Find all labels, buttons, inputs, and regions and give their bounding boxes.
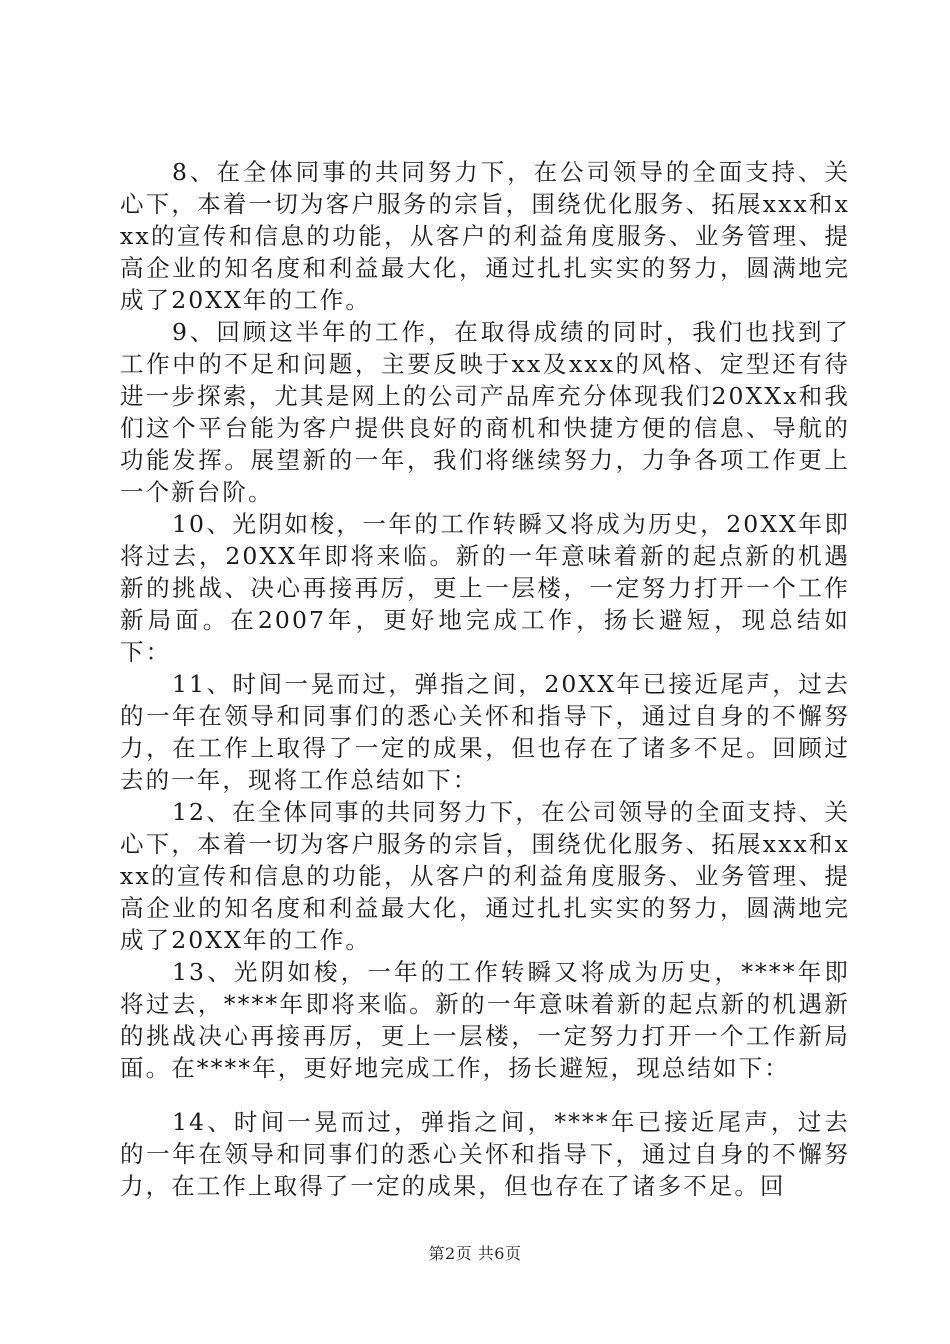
- paragraph-9: 9、回顾这半年的工作，在取得成绩的同时，我们也找到了工作中的不足和问题，主要反映于xx及xxx的风格、定型还有待进一步探索，尤其是网上的公司产品库充分体现我们20XXx和我们这个平台能为客户提供良好的商机和快捷方便的信息、导航的功能发挥。展望新的一年，我们将继续努力，力争各项工作更上一个新台阶。: [120, 318, 850, 506]
- paragraph-14: 14、时间一晃而过，弹指之间，****年已接近尾声，过去的一年在领导和同事们的悉心关怀和指导下，通过自身的不懈努力，在工作上取得了一定的成果，但也存在了诸多不足。回: [120, 1108, 850, 1200]
- paragraph-10: 10、光阴如梭，一年的工作转瞬又将成为历史，20XX年即将过去，20XX年即将来临。新的一年意味着新的起点新的机遇新的挑战、决心再接再厉，更上一层楼，一定努力打开一个工作新局面。在2007年，更好地完成工作，扬长避短，现总结如下：: [120, 510, 850, 666]
- paragraph-12: 12、在全体同事的共同努力下，在公司领导的全面支持、关心下，本着一切为客户服务的宗旨，围绕优化服务、拓展xxx和xxx的宣传和信息的功能，从客户的利益角度服务、业务管理、提高企业的知名度和利益最大化，通过扎扎实实的努力，圆满地完成了20XX年的工作。: [120, 798, 850, 954]
- paragraph-8: 8、在全体同事的共同努力下，在公司领导的全面支持、关心下，本着一切为客户服务的宗旨，围绕优化服务、拓展xxx和xxx的宣传和信息的功能，从客户的利益角度服务、业务管理、提高企业的知名度和利益最大化，通过扎扎实实的努力，圆满地完成了20XX年的工作。: [120, 158, 850, 314]
- page-number-footer: 第2页 共6页: [428, 1244, 522, 1263]
- document-body: [120, 156, 850, 1202]
- paragraph-11: 11、时间一晃而过，弹指之间，20XX年已接近尾声，过去的一年在领导和同事们的悉心关怀和指导下，通过自身的不懈努力，在工作上取得了一定的成果，但也存在了诸多不足。回顾过去的一年，现将工作总结如下：: [120, 670, 850, 794]
- paragraph-13: 13、光阴如梭，一年的工作转瞬又将成为历史，****年即将过去，****年即将来临。新的一年意味着新的起点新的机遇新的挑战决心再接再厉，更上一层楼，一定努力打开一个工作新局面。在****年，更好地完成工作，扬长避短，现总结如下：: [120, 958, 850, 1082]
